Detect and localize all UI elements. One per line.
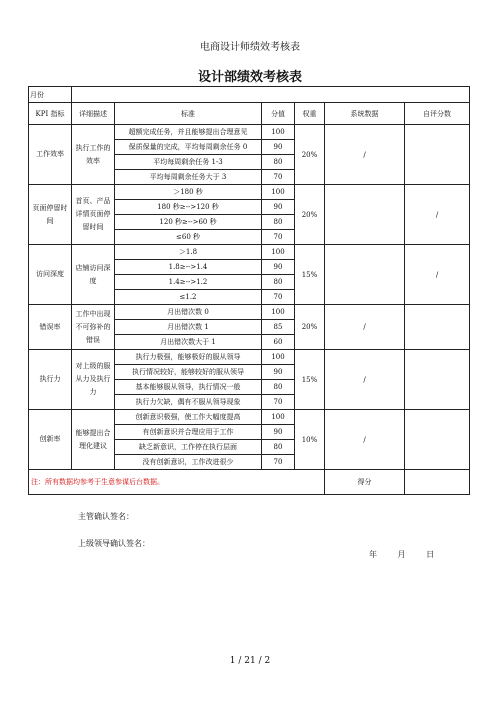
page-number: 1 / 21 / 2: [229, 656, 271, 666]
standard-cell: 创新意识极强，使工作大幅度提高: [115, 410, 262, 425]
score-cell: 80: [262, 215, 295, 230]
table-row: [29, 305, 470, 320]
kpi-name: 创新率: [29, 410, 72, 470]
weight-cell: 15%: [295, 245, 325, 305]
kpi-name: 工作效率: [29, 125, 72, 185]
kpi-name: 错误率: [29, 305, 72, 350]
score-cell: 90: [262, 260, 295, 275]
self-score-cell[interactable]: [405, 350, 470, 410]
col-header-self-score: 自评分数: [405, 103, 470, 125]
system-data-cell[interactable]: /: [325, 125, 405, 185]
standard-cell: ≤60 秒: [115, 230, 262, 245]
standard-cell: 执行力极强，能够极好的服从领导: [115, 350, 262, 365]
system-data-cell[interactable]: [325, 245, 405, 305]
col-header-score: 分值: [262, 103, 295, 125]
standard-cell: 基本能够服从领导，执行情况一般: [115, 380, 262, 395]
standard-cell: 没有创新意识，工作改进很少: [115, 455, 262, 470]
system-data-cell[interactable]: [325, 185, 405, 245]
score-cell: 80: [262, 440, 295, 455]
standard-cell: 缺乏新意识，工作停在执行层面: [115, 440, 262, 455]
system-data-cell[interactable]: /: [325, 350, 405, 410]
weight-cell: 15%: [295, 350, 325, 410]
col-header-kpi: KPI 指标: [29, 103, 72, 125]
standard-cell: ≤1.2: [115, 290, 262, 305]
table-row: [29, 245, 470, 260]
standard-cell: 1.8≥-->1.4: [115, 260, 262, 275]
upper-leader-signature: 上级领导确认签名：: [78, 539, 150, 548]
page-header: 电商设计师绩效考核表: [200, 42, 300, 53]
score-cell: 70: [262, 290, 295, 305]
kpi-description: 能够提出合理化建议: [72, 410, 115, 470]
score-cell: 100: [262, 185, 295, 200]
self-score-cell[interactable]: [405, 305, 470, 350]
score-cell: 90: [262, 425, 295, 440]
score-cell: 70: [262, 230, 295, 245]
score-cell: 85: [262, 320, 295, 335]
kpi-name: 执行力: [29, 350, 72, 410]
score-cell: 80: [262, 155, 295, 170]
col-header-standard: 标准: [115, 103, 262, 125]
score-cell: 70: [262, 455, 295, 470]
kpi-name: 访问深度: [29, 245, 72, 305]
data-source-note: 注：所有数据均参考于生意参谋后台数据。: [29, 470, 325, 495]
kpi-description: 执行工作的效率: [72, 125, 115, 185]
score-cell: 70: [262, 170, 295, 185]
weight-cell: 20%: [295, 305, 325, 350]
month-row: [29, 87, 470, 103]
score-cell: 90: [262, 200, 295, 215]
supervisor-signature: 主管确认签名：: [78, 512, 134, 521]
standard-cell: 保质保量的完成，平均每周剩余任务 0: [115, 140, 262, 155]
month-label: 月份: [29, 87, 72, 103]
weight-cell: 10%: [295, 410, 325, 470]
self-score-cell[interactable]: [405, 125, 470, 185]
col-header-desc: 详细描述: [72, 103, 115, 125]
footer-row: [29, 470, 470, 495]
system-data-cell[interactable]: /: [325, 410, 405, 470]
col-header-system-data: 系统数据: [325, 103, 405, 125]
table-row: [29, 410, 470, 425]
score-cell: 80: [262, 275, 295, 290]
standard-cell: 120 秒≥-->60 秒: [115, 215, 262, 230]
total-score-label: 得分: [325, 470, 405, 495]
weight-cell: 20%: [295, 125, 325, 185]
page-title: 设计部绩效考核表: [197, 70, 302, 85]
kpi-table: [28, 86, 470, 495]
standard-cell: 1.4≥-->1.2: [115, 275, 262, 290]
date-line: 年 月 日: [369, 550, 435, 559]
standard-cell: 有创新意识并合理应用于工作: [115, 425, 262, 440]
score-cell: 100: [262, 305, 295, 320]
weight-cell: 20%: [295, 185, 325, 245]
self-score-cell[interactable]: /: [405, 185, 470, 245]
standard-cell: 180 秒≥-->120 秒: [115, 200, 262, 215]
score-cell: 70: [262, 395, 295, 410]
kpi-name: 页面停留时间: [29, 185, 72, 245]
standard-cell: 月出错次数 0: [115, 305, 262, 320]
score-cell: 100: [262, 245, 295, 260]
total-score-value[interactable]: [405, 470, 470, 495]
table-row: [29, 350, 470, 365]
kpi-description: 店铺访问深度: [72, 245, 115, 305]
kpi-description: 首页、产品详情页面停留时间: [72, 185, 115, 245]
score-cell: 60: [262, 335, 295, 350]
self-score-cell[interactable]: [405, 410, 470, 470]
kpi-description: 对上级的服从力及执行力: [72, 350, 115, 410]
standard-cell: ＞180 秒: [115, 185, 262, 200]
standard-cell: 平均每周剩余任务 1-3: [115, 155, 262, 170]
score-cell: 90: [262, 140, 295, 155]
score-cell: 100: [262, 125, 295, 140]
standard-cell: 平均每周剩余任务大于 3: [115, 170, 262, 185]
standard-cell: ＞1.8: [115, 245, 262, 260]
standard-cell: 执行情况较好，能够较好的服从领导: [115, 365, 262, 380]
self-score-cell[interactable]: /: [405, 245, 470, 305]
col-header-weight: 权重: [295, 103, 325, 125]
system-data-cell[interactable]: /: [325, 305, 405, 350]
table-row: [29, 185, 470, 200]
score-cell: 100: [262, 410, 295, 425]
standard-cell: 执行力欠缺，偶有不服从领导现象: [115, 395, 262, 410]
score-cell: 90: [262, 365, 295, 380]
standard-cell: 月出错次数 1: [115, 320, 262, 335]
standard-cell: 月出错次数大于 1: [115, 335, 262, 350]
kpi-description: 工作中出现不可弥补的错误: [72, 305, 115, 350]
month-value[interactable]: [72, 87, 470, 103]
standard-cell: 超额完成任务，并且能够提出合理意见: [115, 125, 262, 140]
score-cell: 80: [262, 380, 295, 395]
score-cell: 100: [262, 350, 295, 365]
table-row: [29, 125, 470, 140]
table-header-row: [29, 103, 470, 125]
